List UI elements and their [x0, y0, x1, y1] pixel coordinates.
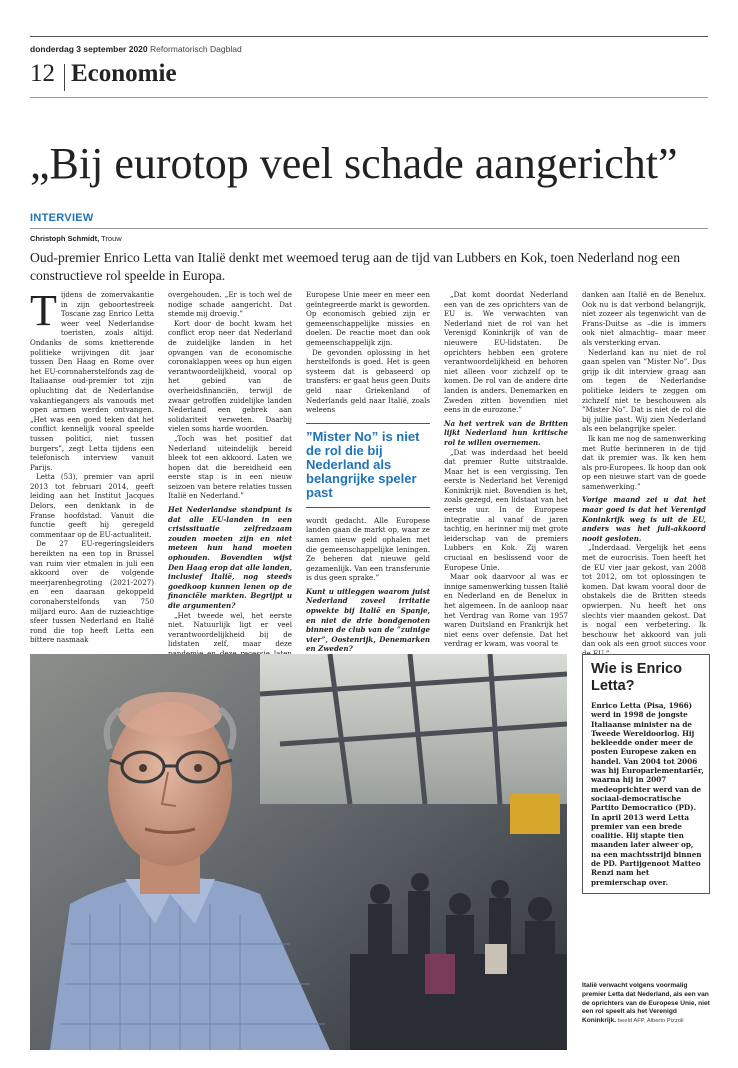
interview-question: Vorige maand zei u dat het maar goed is dat het Verenigd Koninkrijk weg is uit de EU, anders was het juli-akkoord nooit gesloten.: [582, 495, 706, 543]
paragraph: Kort door de bocht kwam het conflict erop neer dat Nederland de zuidelijke landen in het opvangen van de economische coronaklappen wees op hun eigen verantwoordelijkheid, vooral op het gebied van de overheidsfinanciën, terwijl de zwaar getroffen zuidelijke landen Nederland een gebrek aan solidariteit verweten. Daarbij vielen soms harde woorden.: [168, 318, 292, 434]
dateline: donderdag 3 september 2020 Reformatorisch Dagblad: [30, 44, 242, 54]
interview-label: INTERVIEW: [30, 212, 94, 224]
pull-quote: ”Mister No” is niet de rol die bij Nederland als belangrijke speler past: [306, 423, 430, 508]
info-box: [582, 654, 710, 894]
paragraph: danken aan Italië en de Benelux. Ook nu is dat verbond belangrijk, niet zozeer als tegenwicht van de Frans-Duitse as –die is immers ook niet almachtig– maar meer als versterking ervan.: [582, 290, 706, 347]
paragraph: „Dat komt doordat Nederland een van de zes oprichters van de EU is. We verwachten van Nederland niet de rol van het Verenigd Koninkrijk of van de nieuwere EU-lidstaten. De oprichters hebben een grotere verantwoordelijkheid en behoren niet alleen voor zichzelf op te komen. De rol van de andere drie landen is anders. Denemarken en Zweden zitten bovendien niet eens in de eurozone.”: [444, 290, 568, 415]
top-rule: [30, 36, 708, 37]
paragraph: „Toch was het positief dat Nederland uiteindelijk bereid bleek tot een akkoord. Laten we hopen dat die bereidheid een eerste stap is in een nieuw seizoen van betere relaties tussen Italië en Nederland.”: [168, 433, 292, 501]
article-column-1: [30, 286, 154, 645]
photo-caption: Italië verwacht volgens voormalig premier Letta dat Nederland, als een van de oprichters van de Europese Unie, niet een rol speelt als het Verenigd Koninkrijk. beeld AFP, Alberto Pizzoli: [582, 982, 710, 1025]
interview-question: Kunt u uitleggen waarom juist Nederland zoveel irritatie opwekte bij Italië en Spanje, en niet de drie bondgenoten binnen de club van de ”zuinige vier”, Oostenrijk, Denemarken en Zweden?: [306, 586, 430, 654]
paragraph: De gevonden oplossing in het herstelfonds is goed. Het is geen systeem dat is gebaseerd op transfers: er gaat heus geen Duits geld naar Griekenland of Nederlands geld naar Italië, zoals weleens: [306, 347, 430, 415]
info-box-title: Wie is Enrico Letta?: [591, 661, 682, 694]
article-column-4: [444, 290, 568, 649]
paragraph: „Inderdaad. Vergelijk het eens met de eurocrisis. Toen heeft het de EU vier jaar gekost, van 2008 tot 2012, om tot oplossingen te komen. Dat kwam vooral door de obstakels die de Britten steeds opwierpen. Nu heeft het ons slechts vier maanden gekost. Dat is nogal een verbetering. Ik beschouw het akkoord van juli dan ook als een groot succes voor: [582, 543, 706, 649]
paragraph: „Het tweede wel, het eerste niet. Natuurlijk ligt er veel verantwoordelijkheid bij de lidstaten zelf, maar deze: [168, 610, 292, 649]
paragraph: Maar ook daarvoor al was er innige samenwerking tussen Italië en Nederland en de Benelux in het algemeen. In de aanloop naar het Verdrag van Rome van 1957 waren Duitsland en Frankrijk het niet eens over defensie. Dat het verdrag er kwam, was vooral te: [444, 572, 568, 649]
paragraph: De 27 EU-regeringsleiders bereikten na een top in Brussel van ruim vier etmalen in juli een akkoord over de volgende meerjarenbegroting (2021-2027) en een daaraan gekoppeld coronaherstelfonds van 750 miljard euro. Aan de ruzieachtige sfeer tussen Nederland en Italië rond die top heeft Letta een bittere nasmaak: [30, 539, 154, 645]
paragraph: Europese Unie meer en meer een geïntegreerde markt is geworden. Op economisch gebied zijn er gemeenschappelijke missies en doelen. De reactie moet dan ook gemeenschappelijk zijn.: [306, 290, 430, 347]
paragraph: Nederland kan nu niet de rol gaan spelen van ”Mister No”. Dus grijp ik dit interview graag aan om tegen de Nederlandse politieke leiders te zeggen om zichzelf niet te beschouwen als ”Mister No”. Dat is niet de rol die bij jullie past. Wij zien Nederland als een belangrijke speler.: [582, 347, 706, 434]
article-column-2: [168, 290, 292, 668]
article-column-5: [582, 290, 706, 659]
headline: „Bij eurotop veel schade aangericht”: [30, 139, 678, 188]
paragraph: Ik kan me nog de samenwerking met Rutte herinneren in de tijd dat ik premier was. Ik ken hem als pro-Europees. Ik hoop dan ook op een nieuwe start van de goede samenwerking.”: [582, 433, 706, 491]
article-column-3: [306, 290, 430, 654]
photo-illustration: [30, 654, 567, 1050]
byline: Christoph Schmidt, Trouw: [30, 234, 122, 243]
page-number: 12: [30, 60, 55, 87]
paragraph: „Dat was inderdaad het beeld dat premier Rutte uitstraalde. Maar het is een vergissing. Ten eerste is Nederland het Verenigd Koninkrijk niet. Bovendien is het, zoals gezegd, een lidstaat van het eerste uur. In de Europese integratie al vanaf de jaren tachtig, en herinner mij met grote leiderschap van de premiers Lubbers en Kok. Zij waren cruciaal en beslissend voor de Europese Unie.: [444, 447, 568, 572]
drop-cap: T: [30, 286, 57, 335]
paragraph: ijdens de zomervakantie in zijn geboortestreek Toscane zag Enrico Letta weer veel Nederlandse toeristen, zoals altijd. Ondanks de soms knetterende politieke wrijvingen dit jaar tussen Den Haag en Rome over het EU-coronaherstelfonds zag de Italiaanse oud-premier tot zijn opluchting dat de Nederlandse vakantiegangers als vanouds met open armen werden ontvangen. „Het was een goed teken dat het conflict kennelijk vooral speelde tussen politici, niet tussen burgers”, zegt Letta tijdens een telefonisch interview vanuit Parijs.: [30, 290, 154, 472]
interview-question: Het Nederlandse standpunt is dat alle EU-landen in een crisissituatie zelfredzaam zouden moeten zijn en niet meteen hun hand moeten ophouden. Bovendien wijst Den Haag erop dat alle landen, inclusief Italië, nog steeds goedkoop kunnen lenen op de financiële markten. Begrijpt u die argumenten?: [168, 505, 292, 610]
intro-paragraph: Oud-premier Enrico Letta van Italië denkt met weemoed terug aan de tijd van Lubbers en Kok, toen Nederland nog een constructieve rol speelde in Europa.: [30, 250, 680, 283]
section-rule: [30, 97, 708, 98]
photo-credit: beeld AFP, Alberto Pizzoli: [617, 1018, 684, 1025]
page-separator: [64, 64, 65, 91]
paragraph: wordt gedacht. Alle Europese landen gaan de markt op, waar ze samen nieuw geld ophalen met die gemeenschappelijke leningen. Ze beheren dat nieuwe geld gezamenlijk. Van een transferunie is dus geen sprake.”: [306, 515, 430, 583]
info-box-text: Enrico Letta (Pisa, 1966) werd in 1998 de jongste Italiaanse minister na de Tweede Wereldoorlog. Hij bekleedde onder meer de posten Europese zaken en handel. Van 2004 tot 2006 was hij Europarlementariër, waarna hij in 2007 medeoprichter werd van de sociaal-democratische Partito Democratico (PD). In april 2013 werd Letta premier van een brede coalitie. Hij stapte tien maanden later alweer op, na een machtsstrijd binnen de PD. Partijgenoot Matteo Renzi nam het premierschap over.: [591, 701, 704, 887]
portrait-photo: [30, 654, 567, 1050]
section-title: Economie: [71, 60, 177, 87]
paragraph: Letta (53), premier van april 2013 tot februari 2014, geeft leiding aan het Institut Jacques Delors, een denktank in de Franse hoofdstad. Vanuit die functie geeft hij geregeld commentaar op de EU-actualiteit.: [30, 472, 154, 539]
label-rule: [30, 228, 708, 229]
interview-question: Na het vertrek van de Britten lijkt Nederland hun kritische rol te willen overnemen.: [444, 418, 568, 447]
paragraph: overgehouden. „Er is toch wel de nodige schade aangericht. Dat stemde mij droevig.”: [168, 290, 292, 319]
